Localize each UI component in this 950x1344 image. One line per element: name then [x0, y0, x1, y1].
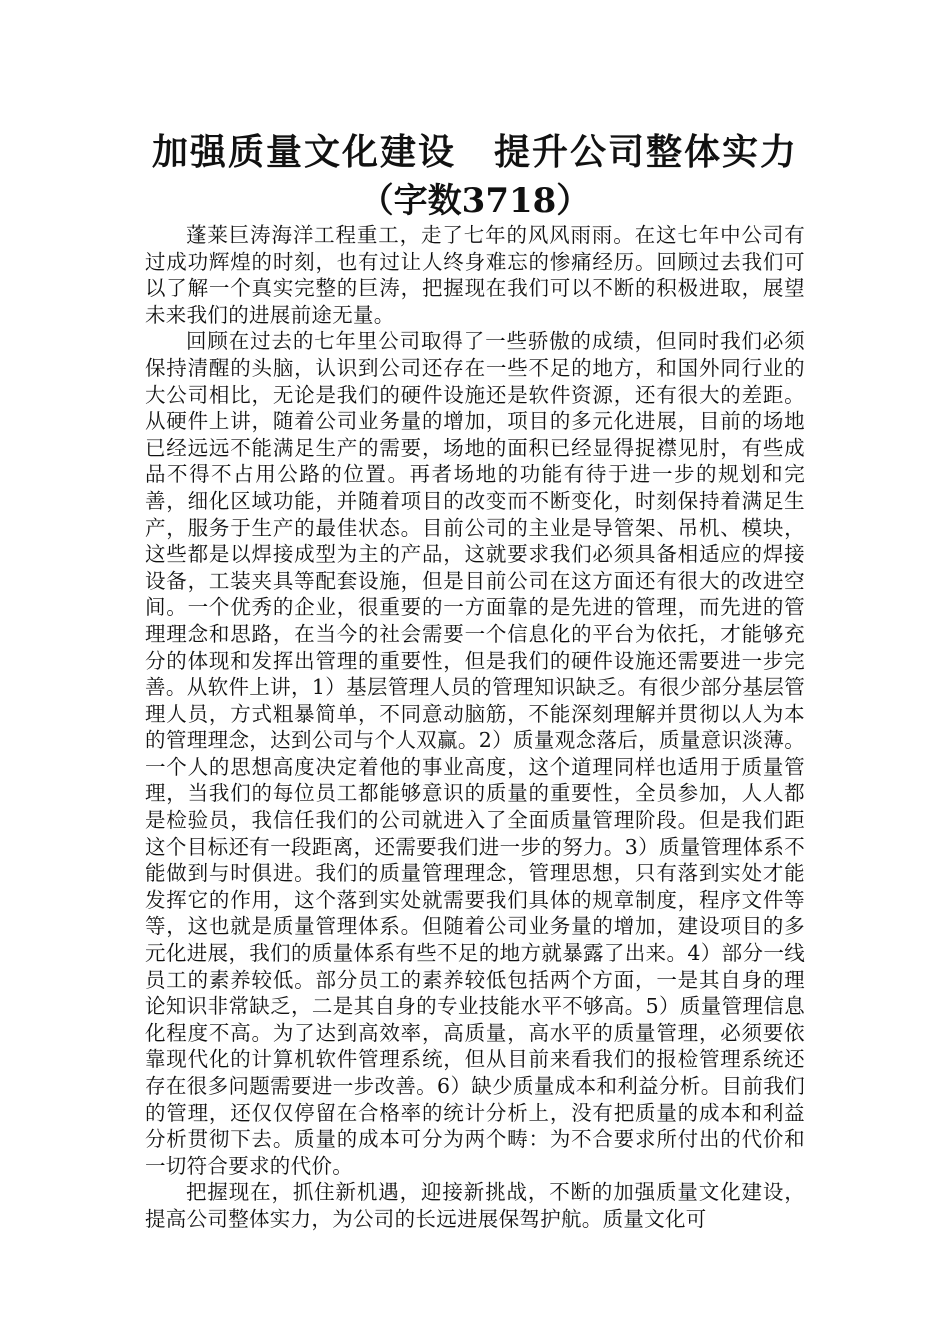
- paragraph-3: 把握现在，抓住新机遇，迎接新挑战，不断的加强质量文化建设，提高公司整体实力，为公司的长远进展保驾护航。质量文化可: [145, 1180, 805, 1231]
- document-body: [145, 222, 805, 1233]
- document-title: 加强质量文化建设 提升公司整体实力: [151, 131, 798, 173]
- paragraph-2: 回顾在过去的七年里公司取得了一些骄傲的成绩，但同时我们必须保持清醒的头脑，认识到公司还存在一些不足的地方，和国外同行业的大公司相比，无论是我们的硬件设施还是软件资源，还有很大的差距。从硬件上讲，随着公司业务量的增加，项目的多元化进展，目前的场地已经远远不能满足生产的需要，场地的面积已经显得捉襟见肘，有些成品不得不占用公路的位置。再者场地的功能有待于进一步的规划和完善，细化区域功能，并随着项目的改变而不断变化，时刻保持着满足生产，服务于生产的最佳状态。目前公司的主业是导管架、吊机、模块，这些都是以焊接成型为主的产品，这就要求我们必须具备相适应的焊接设备，工装夹具等配套设施，但是目前公司在这方面还有很大的改进空间。一个优秀的企业，很重要的一方面靠的是先进的管理，而先进的管理理念和思路，在当今的社会需要一个信息化的平台为依托，才能够充分的体现和发挥出管理的重要性，但是我们的硬件设施还需要进一步完善。从软件上讲，1）基层管理人员的管理知识缺乏。有很少部分基层管理人员，方式粗暴简单，不同意动脑筋，不能深刻理解并贯彻以人为本的管理理念，达到公司与个人双赢。2）质量观念落后，质量意识淡薄。一个人的思想高度决定着他的事业高度，这个道理同样也适用于质量管理，当我们的每位员工都能够意识的质量的重要性，全员参加，人人都是检验员，我信任我们的公司就进入了全面质量管理阶段。但是我们距这个目标还有一段距离，还需要我们进一步的努力。3）质量管理体系不能做到与时俱进。我们的质量管理理念，管理思想，只有落到实处才能发挥它的作用，这个落到实处就需要我们具体的规章制度，程序文件等等，这也就是质量管理体系。但随着公司业务量的增加，建设项目的多元化进展，我们的质量体系有些不足的地方就暴露了出来。4）部分一线员工的素养较低。部分员工的素养较低包括两个方面，一是其自身的理论知识非常缺乏，二是其自身的专业技能水平不够高。5）质量管理信息化程度不高。为了达到高效率，高质量，高水平的质量管理，必须要依靠现代化的计算机软件管理系统，但从目前来看我们的报检管理系统还存在很多问题需要进一步改善。6）缺少质量成本和利益分析。目前我们的管理，还仅仅停留在合格率的统计分析上，没有把质量的成本和利益分析贯彻下去。质量的成本可分为两个畴：为不合要求所付出的代价和一切符合要求的代价。: [145, 329, 805, 1178]
- paragraph-1: 蓬莱巨涛海洋工程重工，走了七年的风风雨雨。在这七年中公司有过成功辉煌的时刻，也有过让人终身难忘的惨痛经历。回顾过去我们可以了解一个真实完整的巨涛，把握现在我们可以不断的积极进取，展望未来我们的进展前途无量。: [145, 223, 805, 327]
- document-subtitle: （字数3718）: [359, 181, 591, 221]
